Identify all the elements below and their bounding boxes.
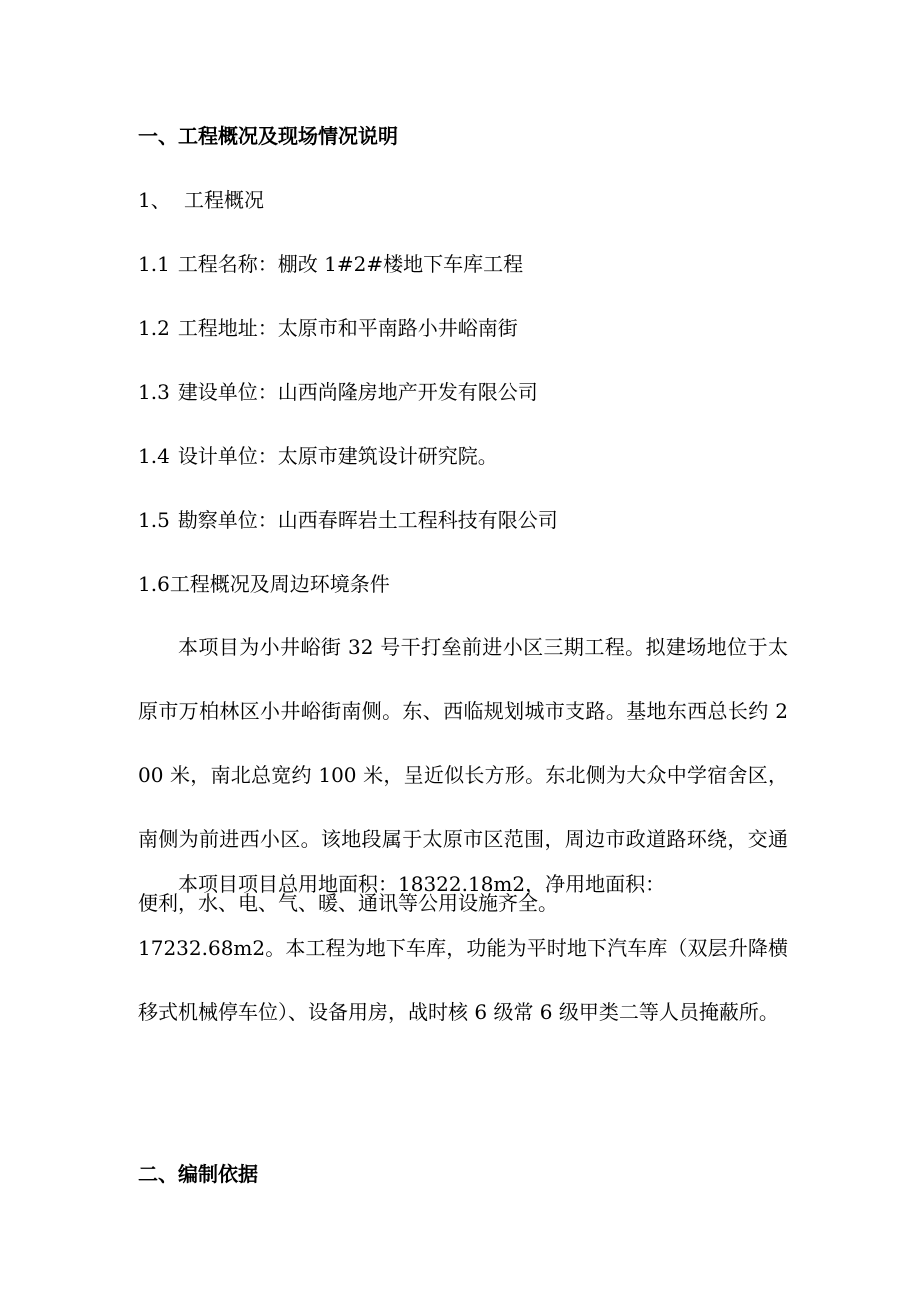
item-text: 建设单位：山西尚隆房地产开发有限公司	[177, 380, 538, 404]
item-1-6	[138, 571, 390, 597]
body-paragraph-2-continued	[138, 935, 788, 1063]
item-text: 工程地址：太原市和平南路小井峪南街	[177, 316, 518, 340]
subsection-number: 1、	[138, 188, 171, 212]
item-text: 工程概况及周边环境条件	[169, 572, 390, 596]
item-text: 工程名称：棚改 1#2#楼地下车库工程	[177, 252, 524, 276]
item-1-2	[138, 315, 518, 341]
body-paragraph-2-text: 17232.68m2。本工程为地下车库，功能为平时地下汽车库（双层升降横移式机械停车位）、设备用房，战时核 6 级常 6 级甲类二等人员掩蔽所。	[138, 936, 788, 1024]
body-paragraph-1: 本项目为小井峪街 32 号干打垒前进小区三期工程。拟建场地位于太原市万柏林区小井峪街南侧。东、西临规划城市支路。基地东西总长约 200 米，南北总宽约 100 米，呈近似长方形。东北侧为大众中学宿舍区，南侧为前进西小区。该地段属于太原市区范围，周边市政道路环绕，交通便利，水、电、气、暖、通讯等公用设施齐全。	[138, 635, 788, 915]
section-heading-2: 二、编制依据	[138, 1162, 258, 1186]
item-number: 1.4	[138, 444, 170, 468]
item-1-4	[138, 443, 498, 469]
item-number: 1.6	[138, 572, 170, 596]
item-text: 设计单位：太原市建筑设计研究院。	[177, 444, 498, 468]
item-number: 1.1	[138, 252, 170, 276]
item-text: 勘察单位：山西春晖岩土工程科技有限公司	[177, 508, 558, 532]
subsection-title	[138, 187, 264, 213]
item-number: 1.5	[138, 508, 170, 532]
body-paragraph-2-first-line: 本项目项目总用地面积：18322.18m2，净用地面积：	[178, 872, 666, 896]
item-1-5	[138, 507, 558, 533]
item-number: 1.2	[138, 316, 170, 340]
section-heading-1: 一、工程概况及现场情况说明	[138, 124, 398, 148]
item-1-1	[138, 251, 523, 277]
subsection-label: 工程概况	[184, 188, 264, 212]
item-1-3	[138, 379, 538, 405]
item-number: 1.3	[138, 380, 170, 404]
